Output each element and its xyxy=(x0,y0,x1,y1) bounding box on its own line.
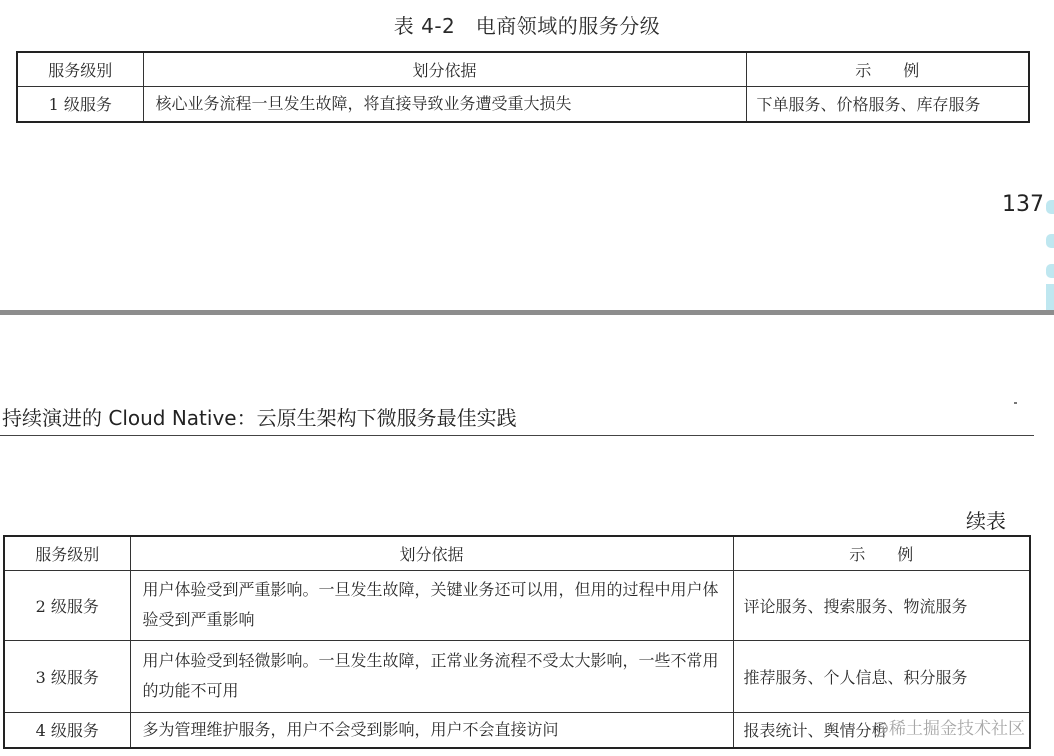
cell-basis: 多为管理维护服务，用户不会受到影响，用户不会直接访问 xyxy=(130,712,733,748)
table-header-row xyxy=(17,52,1029,86)
cell-examples: 推荐服务、个人信息、积分服务 xyxy=(733,640,1030,712)
page-number: 137 xyxy=(1002,192,1044,217)
table-row xyxy=(4,640,1030,712)
running-header: 持续演进的 Cloud Native：云原生架构下微服务最佳实践 xyxy=(2,406,517,430)
header-basis: 划分依据 xyxy=(143,52,746,86)
cell-basis: 核心业务流程一旦发生故障，将直接导致业务遭受重大损失 xyxy=(143,86,746,122)
cell-basis: 用户体验受到轻微影响。一旦发生故障，正常业务流程不受太大影响，一些不常用的功能不可用 xyxy=(130,640,733,712)
header-examples: 示 例 xyxy=(733,536,1030,570)
table-row xyxy=(4,570,1030,640)
cell-service-level: 4 级服务 xyxy=(4,712,130,748)
cell-examples: 下单服务、价格服务、库存服务 xyxy=(746,86,1029,122)
table-row xyxy=(4,712,1030,748)
page-divider xyxy=(0,310,1054,315)
header-basis: 划分依据 xyxy=(130,536,733,570)
edge-tab-mark xyxy=(1046,264,1054,278)
header-examples: 示 例 xyxy=(746,52,1029,86)
running-header-rule xyxy=(0,435,1034,436)
table-row xyxy=(17,86,1029,122)
page-edge-tabs xyxy=(1044,196,1054,316)
cell-service-level: 1 级服务 xyxy=(17,86,143,122)
service-level-table-continued xyxy=(3,535,1031,749)
header-service-level: 服务级别 xyxy=(17,52,143,86)
cell-basis: 用户体验受到严重影响。一旦发生故障，关键业务还可以用，但用的过程中用户体验受到严重影响 xyxy=(130,570,733,640)
edge-tab-mark xyxy=(1046,200,1054,214)
cell-service-level: 2 级服务 xyxy=(4,570,130,640)
header-service-level: 服务级别 xyxy=(4,536,130,570)
cell-service-level: 3 级服务 xyxy=(4,640,130,712)
table-header-row xyxy=(4,536,1030,570)
table-caption: 表 4-2 电商领域的服务分级 xyxy=(393,14,661,38)
edge-tab-mark xyxy=(1046,234,1054,248)
service-level-table-top xyxy=(16,51,1030,123)
scan-speck xyxy=(1014,402,1017,404)
cell-examples: 报表统计、舆情分析 xyxy=(733,712,1030,748)
cell-examples: 评论服务、搜索服务、物流服务 xyxy=(733,570,1030,640)
watermark-text: @稀土掘金技术社区 xyxy=(872,719,1025,739)
continued-label: 续表 xyxy=(966,509,1006,533)
